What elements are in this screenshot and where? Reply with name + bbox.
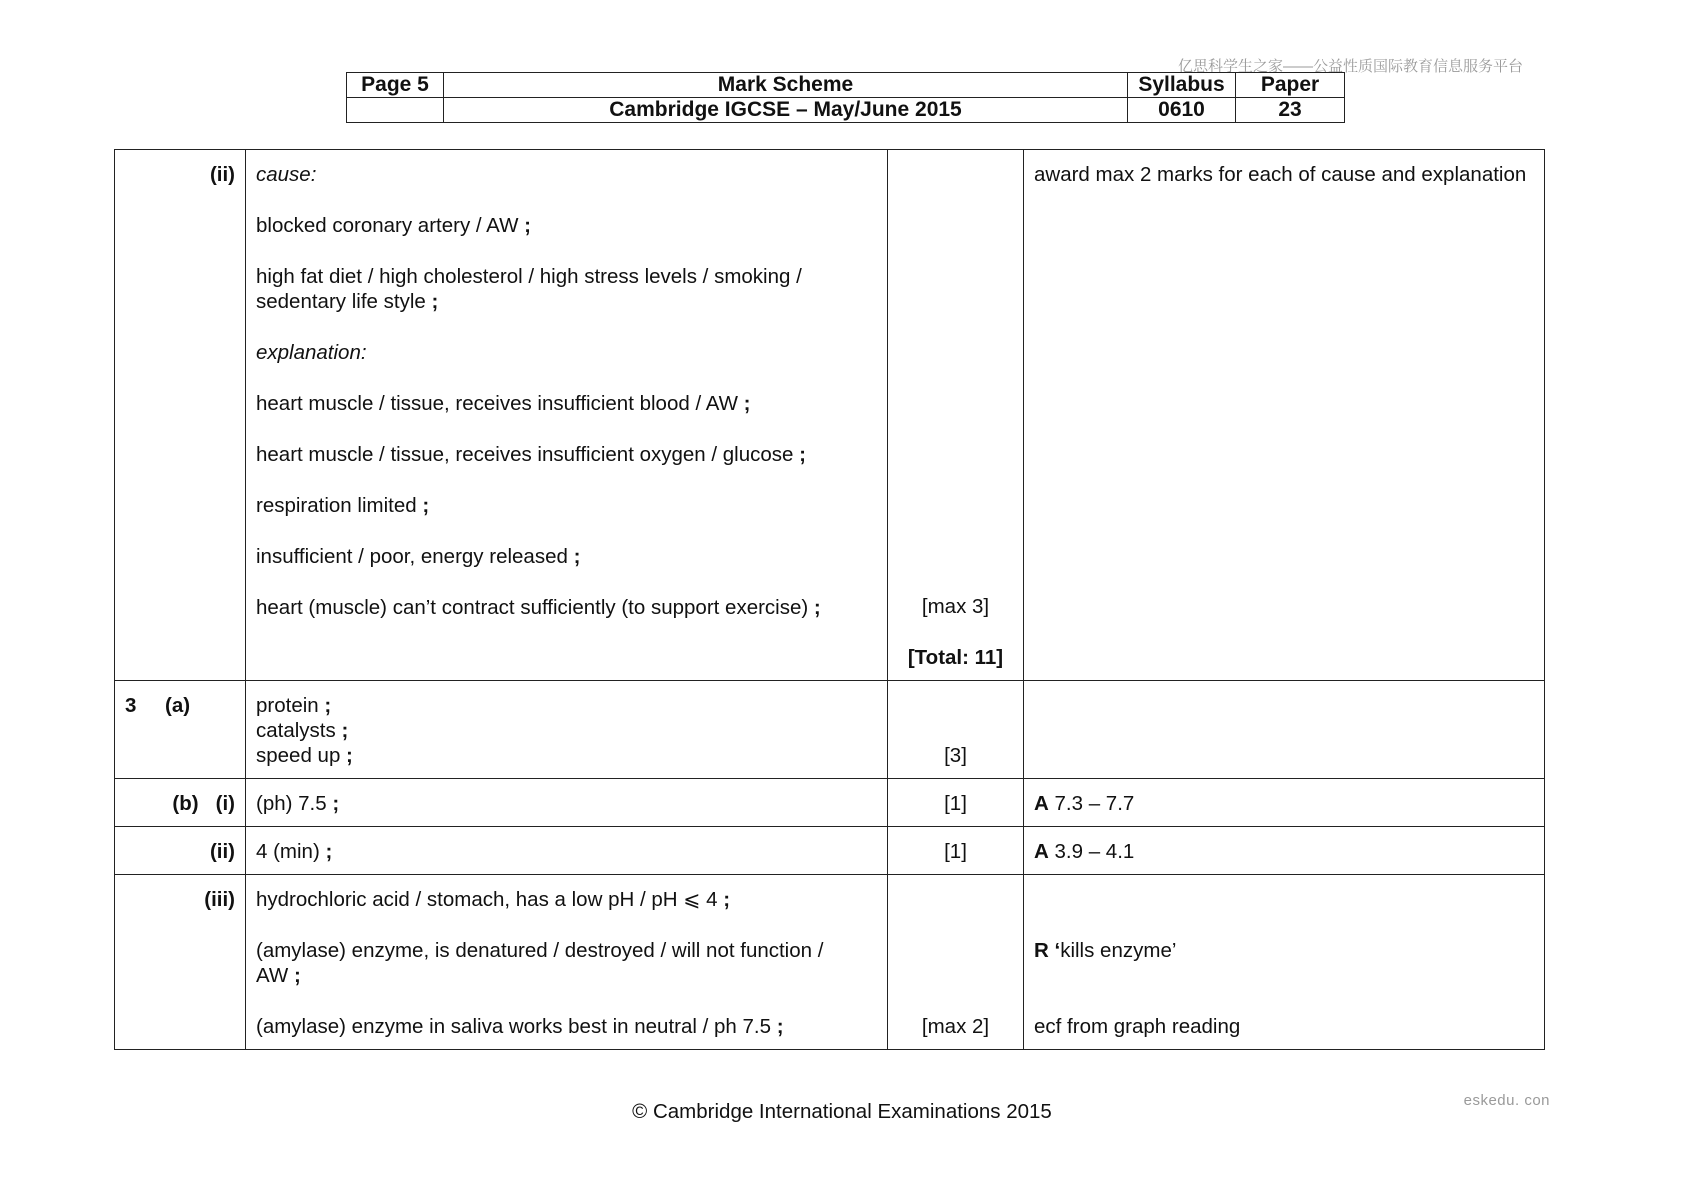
mark-scheme-table bbox=[114, 149, 1545, 1050]
table-row bbox=[115, 779, 1545, 827]
copyright-footer: © Cambridge International Examinations 2015 bbox=[632, 1100, 1052, 1123]
guidance-cell bbox=[1024, 827, 1545, 875]
answer-point: (amylase) enzyme in saliva works best in neutral / ph 7.5 ; bbox=[256, 1015, 784, 1038]
guidance-note: ecf from graph reading bbox=[1034, 1015, 1241, 1038]
answer-point: high fat diet / high cholesterol / high stress levels / smoking / sedentary life style ; bbox=[256, 265, 802, 313]
question-label: (ii) bbox=[209, 163, 235, 186]
table-row bbox=[115, 681, 1545, 779]
answer-heading: explanation: bbox=[256, 341, 367, 364]
answer-point: protein ; bbox=[256, 694, 332, 717]
marks-cell bbox=[888, 681, 1024, 779]
watermark-top: 亿思科学生之家——公益性质国际教育信息服务平台 bbox=[1178, 58, 1524, 75]
paper-number: 23 bbox=[1236, 98, 1345, 123]
question-label: (iii) bbox=[204, 888, 235, 911]
marks-cell bbox=[888, 827, 1024, 875]
question-label-cell bbox=[115, 875, 246, 1050]
table-row bbox=[115, 827, 1545, 875]
answer-point: heart muscle / tissue, receives insufficient oxygen / glucose ; bbox=[256, 443, 806, 466]
answer-point: speed up ; bbox=[256, 744, 353, 767]
page-number: Page 5 bbox=[347, 73, 444, 98]
syllabus-code: 0610 bbox=[1128, 98, 1236, 123]
answer-cell bbox=[246, 150, 888, 681]
answer-point: catalysts ; bbox=[256, 719, 349, 742]
question-label-cell bbox=[115, 681, 246, 779]
syllabus-label: Syllabus bbox=[1128, 73, 1236, 98]
paper-label: Paper bbox=[1236, 73, 1345, 98]
guidance-note: award max 2 marks for each of cause and explanation bbox=[1034, 163, 1527, 186]
header-empty-cell bbox=[347, 98, 444, 123]
answer-point: (amylase) enzyme, is denatured / destroyed / will not function / AW ; bbox=[256, 939, 824, 987]
guidance-note: A 7.3 – 7.7 bbox=[1034, 792, 1135, 815]
marks-cell bbox=[888, 150, 1024, 681]
answer-point: 4 (min) ; bbox=[256, 840, 333, 863]
answer-heading: cause: bbox=[256, 163, 317, 186]
answer-point: hydrochloric acid / stomach, has a low pH / pH ⩽ 4 ; bbox=[256, 888, 731, 911]
question-label-cell bbox=[115, 779, 246, 827]
guidance-cell bbox=[1024, 681, 1545, 779]
answer-point: heart muscle / tissue, receives insufficient blood / AW ; bbox=[256, 392, 751, 415]
total-marks: [Total: 11] bbox=[907, 646, 1004, 669]
header-title: Mark Scheme bbox=[444, 73, 1128, 98]
answer-point: heart (muscle) can’t contract sufficiently (to support exercise) ; bbox=[256, 596, 821, 619]
answer-cell bbox=[246, 875, 888, 1050]
answer-point: (ph) 7.5 ; bbox=[256, 792, 340, 815]
marks-value: [1] bbox=[944, 792, 967, 815]
question-label: (ii) bbox=[209, 840, 235, 863]
marks-value: [max 3] bbox=[921, 595, 990, 618]
table-row bbox=[115, 150, 1545, 681]
answer-cell bbox=[246, 827, 888, 875]
question-label-cell bbox=[115, 150, 246, 681]
watermark-bottom: eskedu. con bbox=[1463, 1092, 1550, 1109]
guidance-cell bbox=[1024, 779, 1545, 827]
marks-value: [3] bbox=[944, 744, 967, 767]
marks-value: [1] bbox=[944, 840, 967, 863]
question-number: 3 bbox=[125, 694, 137, 717]
question-label: (b) (i) bbox=[172, 792, 235, 815]
answer-point: insufficient / poor, energy released ; bbox=[256, 545, 581, 568]
answer-cell bbox=[246, 681, 888, 779]
guidance-cell bbox=[1024, 150, 1545, 681]
guidance-cell bbox=[1024, 875, 1545, 1050]
guidance-note: R ‘kills enzyme’ bbox=[1034, 939, 1177, 962]
guidance-note: A 3.9 – 4.1 bbox=[1034, 840, 1135, 863]
question-part: (a) bbox=[165, 694, 191, 717]
marks-value: [max 2] bbox=[921, 1015, 990, 1038]
question-label-cell bbox=[115, 827, 246, 875]
marks-cell bbox=[888, 875, 1024, 1050]
header-table bbox=[346, 72, 1345, 123]
answer-point: blocked coronary artery / AW ; bbox=[256, 214, 531, 237]
answer-point: respiration limited ; bbox=[256, 494, 430, 517]
table-row bbox=[115, 875, 1545, 1050]
header-subtitle: Cambridge IGCSE – May/June 2015 bbox=[444, 98, 1128, 123]
answer-cell bbox=[246, 779, 888, 827]
marks-cell bbox=[888, 779, 1024, 827]
